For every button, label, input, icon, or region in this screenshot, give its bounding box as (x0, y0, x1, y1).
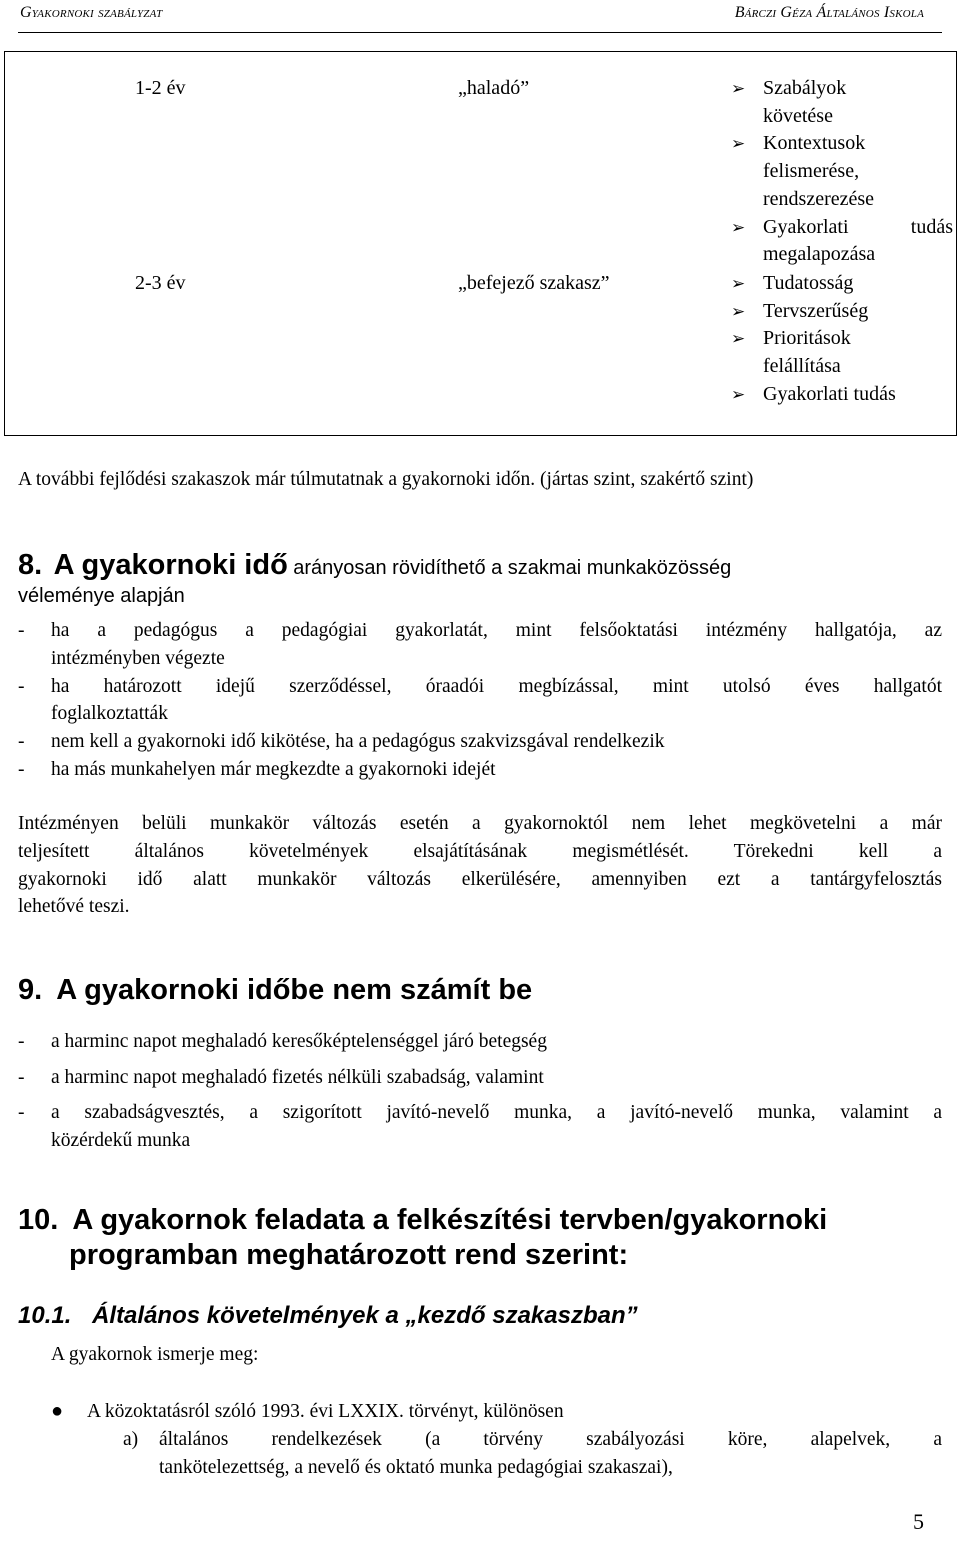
checklist-item (727, 381, 953, 409)
checklist-item (727, 325, 953, 380)
paragraph-line: Intézményen belüli munkakör változás esetén a gyakornoktól nem lehet megkövetelni a már (18, 813, 942, 834)
arrowhead-checkmark-icon: ➢ (731, 329, 746, 349)
section8-number: 8. (18, 549, 43, 581)
dash-marker: - (18, 675, 25, 697)
subitem-label: a) (123, 1429, 139, 1450)
item-line: Gyakorlati tudás (763, 215, 953, 238)
header-left-title: Gyakornoki szabályzat (20, 4, 163, 21)
row1-checklist (727, 75, 953, 269)
dash-marker: - (18, 620, 25, 641)
checklist-item (727, 130, 953, 213)
dash-marker: - (18, 1102, 25, 1123)
after-table-text: A további fejlődési szakaszok már túlmutatnak a gyakornoki időn. (jártas szint, szakértő szint) (18, 469, 754, 490)
item-line: a szabadságvesztés, a szigorított javító-nevelő munka, a javító-nevelő munka, valamint a (51, 1102, 942, 1123)
arrowhead-checkmark-icon: ➢ (731, 301, 746, 321)
bullet-text: A közoktatásról szóló 1993. évi LXXIX. törvényt, különösen (87, 1401, 564, 1422)
paragraph-line: gyakornoki idő alatt munkakör változás elkerülésére, amennyiben ezt a tantárgyfelosztás (18, 868, 942, 890)
item-line: Gyakorlati tudás (763, 382, 896, 405)
item-line: Kontextusok (763, 132, 866, 155)
section10-heading (18, 1203, 942, 1273)
row2-period: 2-3 év (135, 272, 186, 294)
section8-title: A gyakornoki idő (53, 549, 288, 581)
checklist-item (727, 270, 953, 298)
subitem-line: általános rendelkezések (a törvény szabályozási köre, alapelvek, a (159, 1429, 942, 1450)
section10-1-number: 10.1. (18, 1302, 72, 1329)
item-line: nem kell a gyakornoki idő kikötése, ha a pedagógus szakvizsgával rendelkezik (51, 731, 665, 753)
checklist-item (727, 298, 953, 326)
arrowhead-checkmark-icon: ➢ (731, 274, 746, 293)
section10-title-line2: programban meghatározott rend szerint: (69, 1239, 629, 1271)
section8-paragraph (18, 810, 942, 921)
section9-number: 9. (18, 974, 43, 1006)
list-item (18, 756, 942, 784)
dash-marker: - (18, 758, 25, 780)
section8-title-rest: arányosan rövidíthető a szakmai munkaközösség (293, 557, 732, 579)
item-line: foglalkoztatták (51, 703, 168, 725)
row1-stage: „haladó” (458, 77, 530, 99)
checklist-item (727, 214, 953, 269)
item-line: rendszerezése (763, 187, 875, 210)
section9-title: A gyakornoki időbe nem számít be (56, 974, 533, 1006)
item-line: a harminc napot meghaladó keresőképtelenséggel járó betegség (51, 1031, 547, 1052)
stages-table (4, 51, 957, 436)
arrowhead-checkmark-icon: ➢ (731, 384, 746, 404)
row1-period: 1-2 év (135, 77, 186, 99)
item-line: közérdekű munka (51, 1129, 191, 1151)
list-item (18, 1099, 942, 1155)
item-line: Szabályok (763, 77, 847, 99)
page-number: 5 (913, 1509, 924, 1534)
bullet-dot-icon: ● (51, 1400, 64, 1422)
checklist-item (727, 75, 953, 130)
item-line: Prioritások (763, 327, 851, 350)
list-item (18, 1024, 942, 1060)
subitem-line: tankötelezettség, a nevelő és oktató munka pedagógiai szakaszai), (159, 1456, 673, 1478)
item-line: követése (763, 104, 833, 127)
section10-title-line1: A gyakornok feladata a felkészítési tervben/gyakornoki (72, 1204, 828, 1236)
section8-title-line2: véleménye alapján (18, 585, 185, 607)
section9-heading (18, 972, 942, 1008)
section10-1-intro: A gyakornok ismerje meg: (51, 1344, 259, 1365)
item-line: intézményben végezte (51, 647, 225, 669)
list-item (18, 617, 942, 673)
arrowhead-checkmark-icon: ➢ (731, 79, 746, 98)
section8-heading (18, 548, 942, 585)
item-line: ha más munkahelyen már megkezdte a gyakornoki idejét (51, 758, 496, 780)
section10-1-title: Általános követelmények a „kezdő szakaszban” (92, 1302, 638, 1329)
arrowhead-checkmark-icon: ➢ (731, 134, 746, 154)
dash-marker: - (18, 1031, 25, 1052)
section10-1-bullet-item (51, 1398, 942, 1426)
paragraph-line: teljesített általános követelmények elsajátításának megismétlését. Törekedni kell a (18, 840, 942, 862)
row2-stage: „befejező szakasz” (458, 272, 610, 294)
header-rule (18, 32, 942, 33)
list-item (18, 673, 942, 729)
dash-marker: - (18, 731, 25, 753)
item-line: ha a pedagógus a pedagógiai gyakorlatát, mint felsőoktatási intézmény hallgatója, az (51, 620, 942, 641)
list-item (18, 728, 942, 756)
section8-list (18, 617, 942, 784)
item-line: Tervszerűség (763, 299, 869, 322)
item-line: Tudatosság (763, 272, 854, 294)
section10-1-subitem (123, 1426, 942, 1482)
header-right-title: Bárczi Géza Általános Iskola (734, 4, 924, 21)
item-line: megalapozása (763, 243, 876, 266)
item-line: ha határozott idejű szerződéssel, óraadói megbízással, mint utolsó éves hallgatót (51, 675, 942, 697)
item-line: felállítása (763, 355, 841, 378)
section9-list (18, 1024, 942, 1155)
row2-checklist (727, 270, 953, 409)
dash-marker: - (18, 1066, 25, 1088)
paragraph-line: lehetővé teszi. (18, 896, 130, 918)
item-line: felismerése, (763, 160, 860, 183)
section10-number: 10. (18, 1204, 59, 1236)
list-item (18, 1060, 942, 1096)
section10-1-heading (18, 1300, 942, 1332)
arrowhead-checkmark-icon: ➢ (731, 217, 746, 237)
item-line: a harminc napot meghaladó fizetés nélküli szabadság, valamint (51, 1066, 544, 1088)
